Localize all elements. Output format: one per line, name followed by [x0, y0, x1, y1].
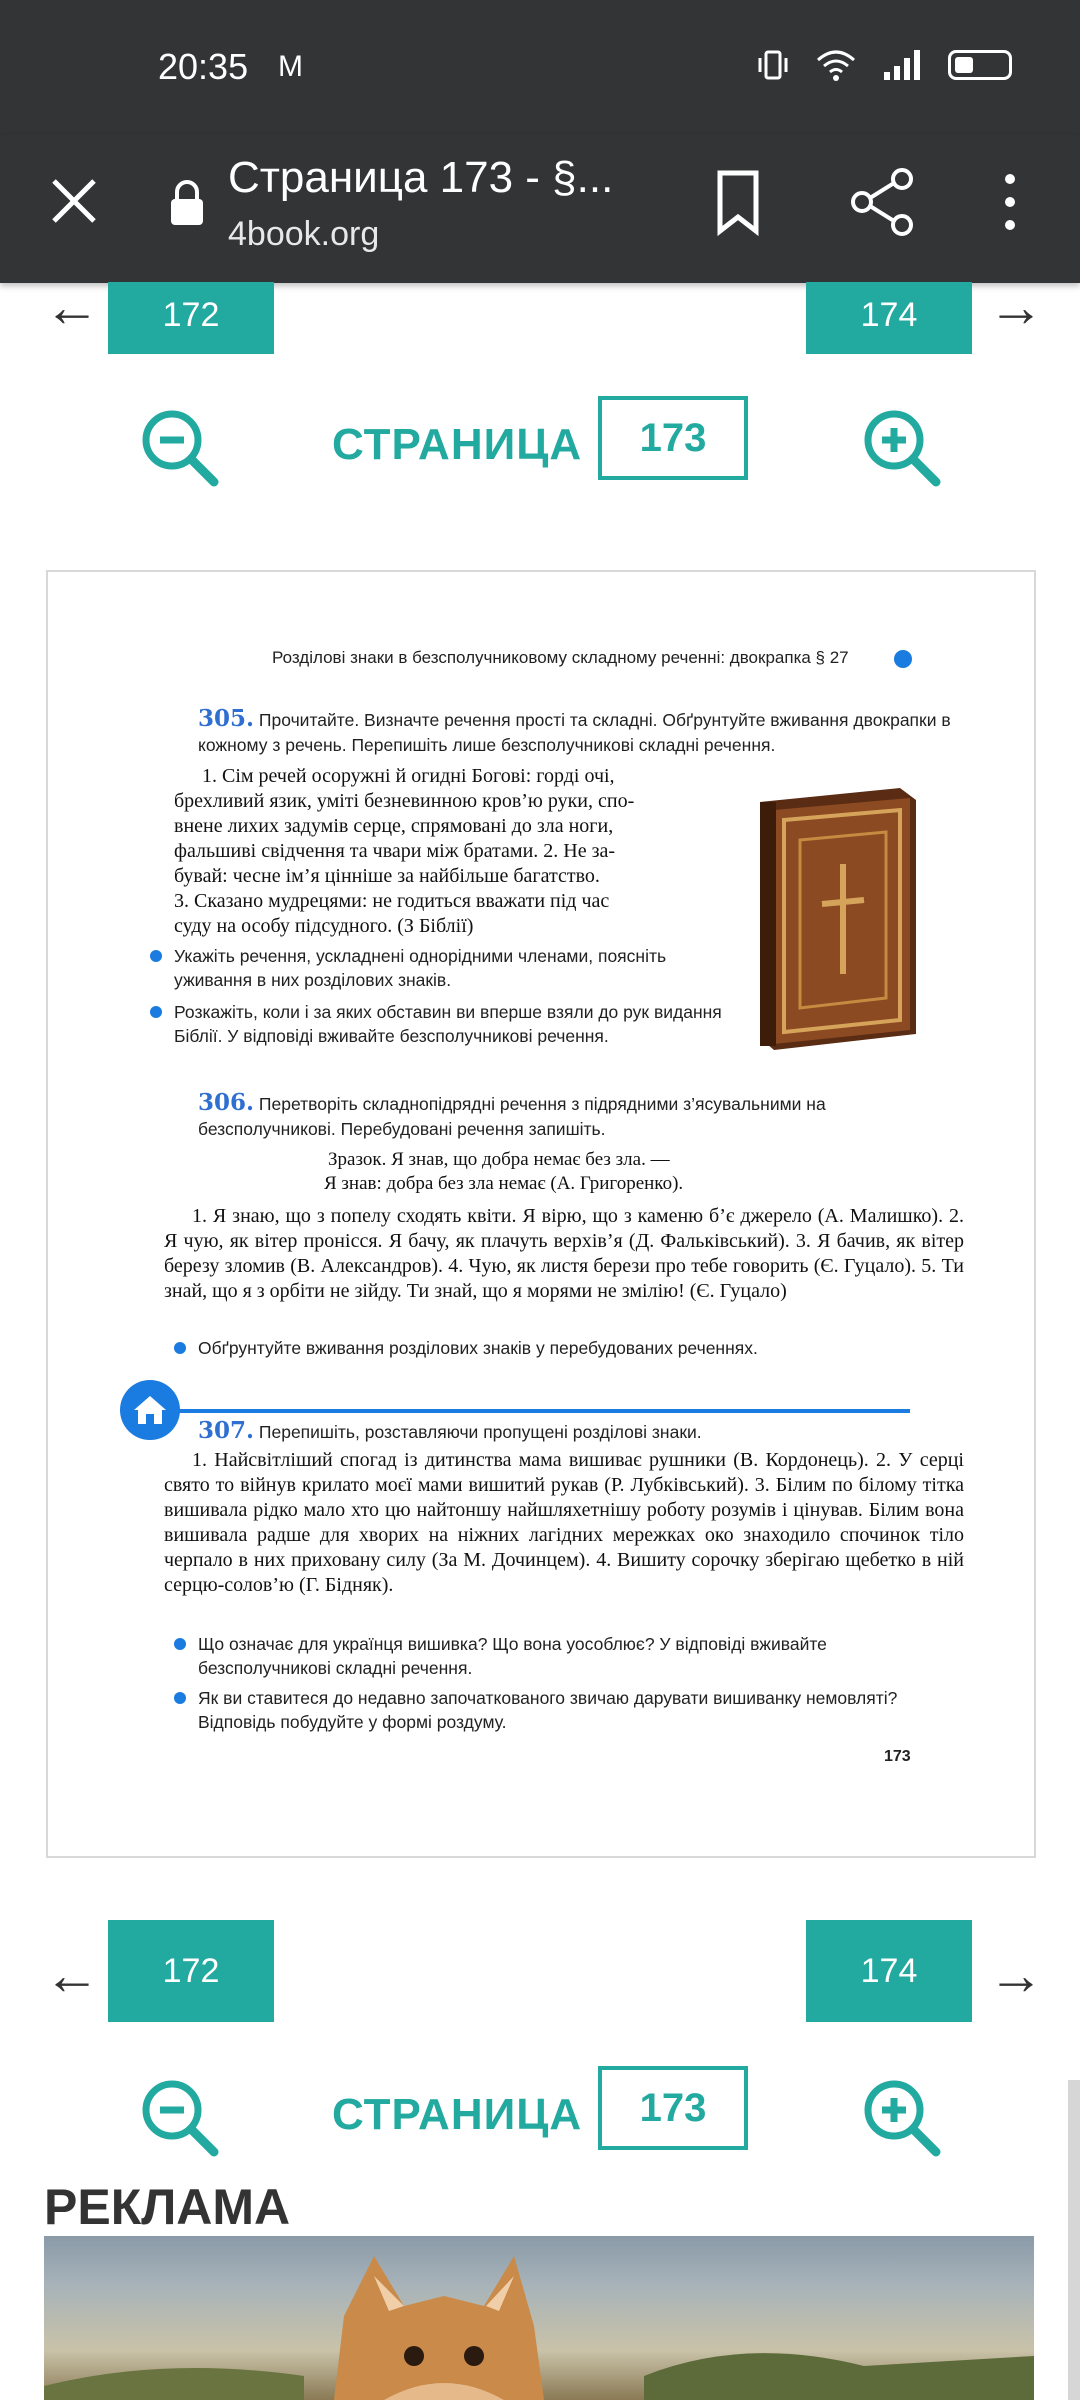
arrow-left-icon[interactable]: ←	[44, 1943, 100, 2006]
sample-line-1: Зразок. Я знав, що добра немає без зла. —	[328, 1149, 670, 1170]
exercise-number: 307.	[198, 1417, 255, 1444]
zoom-out-icon[interactable]	[136, 2074, 222, 2160]
text-line: брехливий язик, уміті безневинною кров’ю руки, спо-	[174, 790, 635, 812]
ad-banner-image[interactable]	[44, 2236, 1034, 2400]
home-task-badge	[120, 1380, 180, 1440]
page-title[interactable]: Страница 173 - §...	[228, 153, 614, 202]
page-label: СТРАНИЦА	[332, 2090, 583, 2139]
page-number-box[interactable]: 173	[598, 396, 748, 480]
zoom-out-icon[interactable]	[136, 404, 222, 490]
status-time: 20:35	[158, 46, 249, 87]
wifi-icon	[816, 48, 856, 82]
text-line: внене лихих задумів серце, спрямовані до зла ноги,	[174, 815, 614, 837]
page-url[interactable]: 4book.org	[228, 215, 380, 253]
status-icons	[756, 48, 1012, 82]
exercise-305-text	[174, 764, 730, 939]
exercise-306-text: 1. Я знаю, що з попелу сходять квіти. Я вірю, що з каменю б’є джерело (А. Малишко). 2. Я чую, як вітер пронісся. Я бачу, як плачуть верхів’я (Д. Фальківський). 3. Я бачив, як вітер березу зломив (В. Александров). 4. Чую, як листя берези про тебе говорить (Є. Гуцало). 5. Ти знай, що я з орбіти не зійду. Ти знай, що я морями не змілію! (Є. Гуцало)	[164, 1205, 964, 1302]
task-text: Перетворіть складнопідрядні речення з підрядними з’ясувальними на безсполучникові. Перебудовані речення запишіть.	[198, 1094, 826, 1139]
page-number-box[interactable]: 173	[598, 2066, 748, 2150]
page-header: Розділові знаки в безсполучниковому складному реченні: двокрапка § 27	[272, 648, 849, 667]
page-label: СТРАНИЦА	[332, 420, 583, 469]
exercise-305-bullet-2: Розкажіть, коли і за яких обставин ви вперше взяли до рук видання Біблії. У відповіді вживайте безсполучникові речення.	[174, 1000, 724, 1048]
ad-heading: РЕКЛАМА	[44, 2179, 291, 2235]
exercise-number: 306.	[198, 1089, 255, 1116]
next-page-button[interactable]: 174	[806, 1920, 972, 2022]
section-divider	[148, 1409, 910, 1413]
exercise-307-task	[198, 1418, 963, 1445]
text-line: фальшиві свідчення та чвари між братами. 2. Не за-	[174, 840, 616, 862]
text-line: 3. Сказано мудрецями: не годиться вважати під час	[174, 890, 610, 912]
text-line: суду на особу підсудного. (З Біблії)	[174, 915, 474, 937]
gmail-notification-icon: M	[278, 50, 303, 83]
battery-icon	[948, 50, 1012, 80]
close-icon[interactable]	[44, 171, 104, 231]
signal-icon	[882, 48, 922, 82]
prev-page-button[interactable]: 172	[108, 1920, 274, 2022]
task-text: Прочитайте. Визначте речення прості та складні. Обґрунтуйте вживання двокрапки в кожному з речень. Перепишіть лише безсполучникові складні речення.	[198, 710, 951, 755]
home-icon	[120, 1380, 180, 1440]
textbook-page	[46, 570, 1036, 1858]
share-icon[interactable]	[850, 167, 916, 237]
arrow-left-icon[interactable]: ←	[44, 275, 100, 338]
exercise-307-bullet-2: Як ви ставитеся до недавно започаткованого звичаю дарувати вишиванку немовляті? Відповідь побудуйте у формі роздуму.	[198, 1686, 958, 1734]
bible-book-image	[740, 784, 920, 1054]
next-page-button[interactable]: 174	[806, 282, 972, 354]
task-text: Перепишіть, розставляючи пропущені розділові знаки.	[258, 1422, 702, 1442]
exercise-307-bullet-1: Що означає для українця вишивка? Що вона уособлює? У відповіді вживайте безсполучникові складні речення.	[198, 1632, 958, 1680]
exercise-number: 305.	[198, 705, 255, 732]
exercise-306-task	[198, 1090, 963, 1142]
more-vert-icon[interactable]	[990, 171, 1030, 233]
scrollbar[interactable]	[1068, 2080, 1080, 2400]
sample-line-2: Я знав: добра без зла немає (А. Григоренко).	[324, 1173, 684, 1194]
zoom-in-icon[interactable]	[858, 404, 944, 490]
lock-icon	[168, 179, 206, 227]
zoom-row-top	[0, 396, 1080, 496]
pager-top	[0, 252, 1080, 354]
status-bar	[0, 0, 1080, 135]
zoom-row-bottom	[0, 2066, 1080, 2166]
bookmark-icon[interactable]	[712, 167, 764, 237]
pager-bottom	[0, 1920, 1080, 2022]
arrow-right-icon[interactable]: →	[988, 1943, 1044, 2006]
dog-photo	[44, 2236, 1034, 2400]
prev-page-button[interactable]: 172	[108, 282, 274, 354]
vibrate-icon	[756, 48, 790, 82]
page-number: 173	[884, 1748, 911, 1765]
zoom-in-icon[interactable]	[858, 2074, 944, 2160]
exercise-307-text: 1. Найсвітліший спогад із дитинства мама вишиває рушники (В. Кордонець). 2. У серці свято то війнув крилато моєї мами вишитий рукав (Р. Лубківський). 3. Білим по білому тітка вишивала рідко мало хто цю найтоншу найшляхетнішу роботу розумів і цінував. Білим вона вишивала радше для хворих на ніжних лагідних мережках око знаходило спочинок тіло черпало в них приховану силу (За М. Дочинцем). 4. Вишиту сорочку зберігаю щебетко в ній серцю-солов’ю (Г. Бідняк).	[164, 1449, 964, 1596]
arrow-right-icon[interactable]: →	[988, 275, 1044, 338]
exercise-306-bullet: Обґрунтуйте вживання розділових знаків у перебудованих реченнях.	[198, 1336, 958, 1360]
text-line: бувай: чесне ім’я цінніше за найбільше багатство.	[174, 865, 600, 887]
header-dot	[894, 650, 912, 668]
text-line: 1. Сім речей осоружні й огидні Богові: горді очі,	[202, 765, 615, 787]
exercise-305-bullet-1: Укажіть речення, ускладнені однорідними членами, поясніть уживання в них розділових знаків.	[174, 944, 724, 992]
exercise-305-task	[198, 706, 963, 758]
